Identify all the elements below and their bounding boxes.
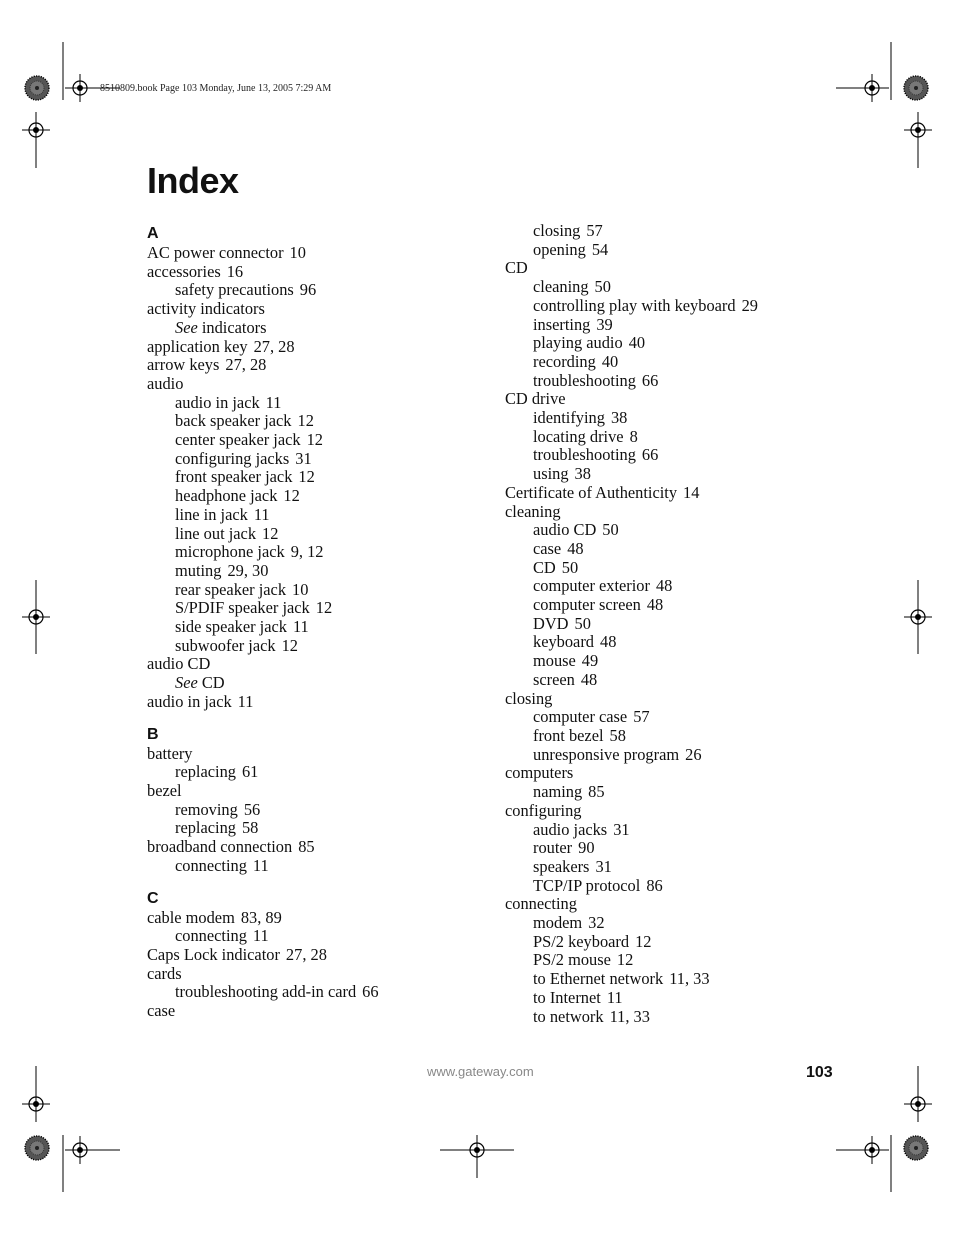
index-entry <box>505 484 885 503</box>
index-subentry <box>505 821 885 840</box>
index-term: cards <box>147 963 182 983</box>
index-entry <box>505 895 885 914</box>
index-page-refs: 16 <box>226 261 244 281</box>
index-page-refs: 57 <box>633 707 650 727</box>
index-term: CD drive <box>505 389 566 409</box>
index-page-refs: 83, 89 <box>240 907 282 927</box>
index-subentry <box>147 983 477 1002</box>
index-page-refs: 50 <box>602 520 619 540</box>
index-entry <box>147 838 477 857</box>
index-subentry <box>505 596 885 615</box>
index-page-refs: 48 <box>646 595 664 615</box>
index-entry <box>505 802 885 821</box>
index-term: line out jack <box>175 523 257 543</box>
index-subentry <box>147 394 477 413</box>
index-entry <box>147 655 477 674</box>
index-term: configuring <box>505 800 582 820</box>
index-entry <box>147 338 477 357</box>
index-term: troubleshooting <box>533 370 636 390</box>
index-term: cleaning <box>505 501 561 521</box>
index-term: computer exterior <box>533 576 650 596</box>
index-entry <box>147 263 477 282</box>
index-page-refs: 12 <box>635 931 652 951</box>
index-subentry <box>505 671 885 690</box>
index-page-refs: 96 <box>299 280 317 300</box>
index-page-refs: 12 <box>297 411 314 431</box>
index-page-refs: 48 <box>567 538 584 558</box>
index-term: router <box>533 838 573 858</box>
index-term: case <box>533 538 562 558</box>
index-subentry <box>505 989 885 1008</box>
index-term: replacing <box>175 762 236 782</box>
index-entry <box>147 965 477 984</box>
index-page-refs: 11 <box>252 926 269 946</box>
index-page-refs: 9, 12 <box>290 542 324 562</box>
index-entry <box>147 909 477 928</box>
index-page-refs: 32 <box>588 913 605 933</box>
index-subentry <box>505 933 885 952</box>
index-term: opening <box>533 239 586 259</box>
index-page-refs: 39 <box>596 314 613 334</box>
index-page-refs: 31 <box>613 819 630 839</box>
index-term: speakers <box>533 856 590 876</box>
index-subentry <box>147 487 477 506</box>
index-subentry <box>505 222 885 241</box>
index-entry <box>147 300 477 319</box>
index-entry <box>147 693 477 712</box>
index-page-refs: 86 <box>646 875 663 895</box>
index-page-refs: 11 <box>237 691 254 711</box>
index-entry <box>147 946 477 965</box>
index-subentry <box>147 801 477 820</box>
index-entry <box>147 375 477 394</box>
index-term: Certificate of Authenticity <box>505 482 678 502</box>
index-subentry <box>505 521 885 540</box>
index-term: front bezel <box>533 725 604 745</box>
index-subentry <box>147 763 477 782</box>
see-reference-label: See <box>175 317 198 337</box>
index-term: closing <box>505 688 553 708</box>
index-subentry <box>147 581 477 600</box>
index-page-refs: 11, 33 <box>609 1006 650 1026</box>
index-page-refs: 40 <box>601 351 619 371</box>
index-subentry <box>505 839 885 858</box>
index-page-refs: 58 <box>609 725 626 745</box>
index-page-refs: 56 <box>243 799 261 819</box>
index-term: mouse <box>533 651 576 671</box>
index-page-refs: 66 <box>641 370 659 390</box>
index-subentry <box>147 927 477 946</box>
index-entry <box>147 244 477 263</box>
index-column-right <box>505 222 885 1026</box>
index-page-refs: 29 <box>741 295 758 315</box>
index-subentry <box>505 1008 885 1027</box>
index-page-refs: 27, 28 <box>253 336 295 356</box>
index-subentry <box>147 281 477 300</box>
index-subentry <box>505 633 885 652</box>
index-page-refs: 85 <box>298 837 315 857</box>
index-term: connecting <box>175 855 247 875</box>
index-term: to Ethernet network <box>533 969 664 989</box>
page-title: Index <box>147 160 239 201</box>
index-subentry <box>147 857 477 876</box>
index-page-refs: 12 <box>616 950 634 970</box>
index-page-refs: 27, 28 <box>285 944 327 964</box>
index-term: cleaning <box>533 277 589 297</box>
index-page-refs: 11 <box>265 392 282 412</box>
index-subentry <box>505 278 885 297</box>
index-page-refs: 85 <box>588 782 605 802</box>
index-term: back speaker jack <box>175 411 292 431</box>
index-term: screen <box>533 669 575 689</box>
index-term: unresponsive program <box>533 744 680 764</box>
index-term: computer case <box>533 707 628 727</box>
index-page-refs: 11 <box>253 504 270 524</box>
index-page-refs: 8 <box>629 426 638 446</box>
index-entry <box>147 356 477 375</box>
index-entry <box>505 690 885 709</box>
index-subentry <box>505 465 885 484</box>
index-page-refs: 38 <box>574 464 591 484</box>
index-page-refs: 90 <box>578 838 595 858</box>
index-subentry <box>147 819 477 838</box>
index-subentry <box>147 618 477 637</box>
index-term: audio jacks <box>533 819 608 839</box>
index-term: connecting <box>175 926 247 946</box>
index-section-letter: C <box>147 889 159 907</box>
index-page-refs: 12 <box>283 486 300 506</box>
index-term: naming <box>533 782 583 802</box>
index-page-refs: 12 <box>281 635 298 655</box>
index-entry <box>147 782 477 801</box>
index-page-refs: 12 <box>315 598 333 618</box>
index-page-refs: 66 <box>362 982 379 1002</box>
index-page-refs: 38 <box>610 408 628 428</box>
index-entry <box>505 503 885 522</box>
index-section-letter: B <box>147 725 159 743</box>
index-column-left <box>147 224 477 1021</box>
index-term: PS/2 mouse <box>533 950 611 970</box>
index-subentry <box>505 914 885 933</box>
index-subentry <box>505 858 885 877</box>
index-page-refs: 58 <box>241 818 259 838</box>
index-term: modem <box>533 913 583 933</box>
index-term: side speaker jack <box>175 617 287 637</box>
index-subentry <box>147 637 477 656</box>
index-term: connecting <box>505 894 577 914</box>
index-page-refs: 48 <box>600 632 617 652</box>
index-page-refs: 31 <box>295 448 312 468</box>
index-term: audio <box>147 373 184 393</box>
index-term: removing <box>175 799 238 819</box>
index-subentry <box>147 431 477 450</box>
index-page-refs: 31 <box>595 856 612 876</box>
index-term: headphone jack <box>175 486 278 506</box>
index-term: audio CD <box>147 654 211 674</box>
index-page-refs: 49 <box>581 651 599 671</box>
index-term: DVD <box>533 613 569 633</box>
index-term: replacing <box>175 818 236 838</box>
index-subentry <box>505 559 885 578</box>
page-number: 103 <box>806 1064 833 1081</box>
index-subentry <box>505 334 885 353</box>
index-term: recording <box>533 351 596 371</box>
index-term: case <box>147 1001 176 1021</box>
index-page-refs: 11 <box>252 855 269 875</box>
index-term: CD <box>505 258 528 278</box>
index-term: PS/2 keyboard <box>533 931 630 951</box>
index-term: audio CD <box>533 520 597 540</box>
index-term: TCP/IP protocol <box>533 875 641 895</box>
index-page-refs: 50 <box>594 277 611 297</box>
index-term: battery <box>147 743 193 763</box>
index-term: closing <box>533 221 581 240</box>
index-term: controlling play with keyboard <box>533 295 736 315</box>
index-page-refs: 48 <box>580 669 598 689</box>
index-term: to Internet <box>533 987 601 1007</box>
index-term: center speaker jack <box>175 430 301 450</box>
index-term: computers <box>505 763 574 783</box>
index-subentry <box>505 877 885 896</box>
index-page-refs: 57 <box>586 221 603 240</box>
index-term: microphone jack <box>175 542 285 562</box>
index-subentry <box>505 409 885 428</box>
index-page-refs: 11 <box>606 987 623 1007</box>
index-subentry <box>147 562 477 581</box>
index-entry <box>147 1002 477 1021</box>
index-term: arrow keys <box>147 355 220 375</box>
index-term: indicators <box>201 317 267 337</box>
index-subentry <box>147 450 477 469</box>
index-term: audio in jack <box>175 392 260 412</box>
index-entry <box>147 745 477 764</box>
see-reference-label: See <box>175 673 198 693</box>
index-term: AC power connector <box>147 243 284 262</box>
index-term: playing audio <box>533 333 623 353</box>
index-page-refs: 11 <box>292 617 309 637</box>
index-subentry <box>505 708 885 727</box>
index-page-refs: 50 <box>561 557 579 577</box>
index-subentry <box>505 951 885 970</box>
index-subentry <box>147 506 477 525</box>
index-subentry <box>505 652 885 671</box>
index-term: identifying <box>533 408 605 428</box>
index-page-refs: 11, 33 <box>669 969 710 989</box>
index-page-refs: 29, 30 <box>227 560 269 580</box>
index-entry <box>505 390 885 409</box>
index-subentry <box>147 599 477 618</box>
index-subentry <box>147 319 477 338</box>
index-page-refs: 50 <box>574 613 591 633</box>
index-subentry <box>505 615 885 634</box>
index-subentry <box>505 783 885 802</box>
index-subentry <box>147 543 477 562</box>
index-page-refs: 12 <box>306 430 323 450</box>
index-entry <box>505 764 885 783</box>
index-term: application key <box>147 336 248 356</box>
index-term: subwoofer jack <box>175 635 276 655</box>
index-subentry <box>505 577 885 596</box>
index-term: computer screen <box>533 595 641 615</box>
index-subentry <box>505 428 885 447</box>
index-page-refs: 14 <box>683 482 700 502</box>
index-page-refs: 66 <box>641 445 659 465</box>
index-subentry <box>147 468 477 487</box>
index-term: bezel <box>147 780 182 800</box>
index-subentry <box>505 297 885 316</box>
index-term: activity indicators <box>147 299 265 319</box>
index-page-refs: 12 <box>298 467 315 487</box>
index-subentry <box>505 746 885 765</box>
index-term: broadband connection <box>147 837 293 857</box>
index-term: using <box>533 464 569 484</box>
index-subentry <box>505 316 885 335</box>
index-subentry <box>147 525 477 544</box>
index-subentry <box>505 241 885 260</box>
index-term: accessories <box>147 261 221 281</box>
print-slug: 8510809.book Page 103 Monday, June 13, 2005 7:29 AM <box>100 83 332 94</box>
index-page-refs: 12 <box>262 523 279 543</box>
index-subentry <box>505 372 885 391</box>
index-term: configuring jacks <box>175 448 290 468</box>
index-term: line in jack <box>175 504 248 524</box>
index-term: cable modem <box>147 907 235 927</box>
index-term: rear speaker jack <box>175 579 287 599</box>
index-subentry <box>147 412 477 431</box>
index-term: to network <box>533 1006 604 1026</box>
index-page-refs: 10 <box>292 579 309 599</box>
index-term: locating drive <box>533 426 624 446</box>
index-subentry <box>147 674 477 693</box>
index-term: inserting <box>533 314 591 334</box>
index-term: keyboard <box>533 632 594 652</box>
index-term: Caps Lock indicator <box>147 944 280 964</box>
index-term: safety precautions <box>175 280 294 300</box>
index-subentry <box>505 446 885 465</box>
index-term: S/PDIF speaker jack <box>175 598 310 618</box>
footer-url[interactable]: www.gateway.com <box>427 1064 534 1079</box>
index-term: audio in jack <box>147 691 232 711</box>
index-page-refs: 26 <box>685 744 702 764</box>
index-subentry <box>505 540 885 559</box>
index-subentry <box>505 727 885 746</box>
index-page-refs: 40 <box>628 333 646 353</box>
index-section-letter: A <box>147 225 159 242</box>
index-term: CD <box>201 673 225 693</box>
index-term: CD <box>533 557 556 577</box>
index-page-refs: 10 <box>289 243 306 262</box>
index-term: muting <box>175 560 222 580</box>
index-page-refs: 48 <box>655 576 673 596</box>
index-page-refs: 54 <box>591 239 609 259</box>
index-entry <box>505 259 885 278</box>
index-term: troubleshooting add-in card <box>175 982 357 1002</box>
index-subentry <box>505 353 885 372</box>
index-page-refs: 27, 28 <box>225 355 267 375</box>
index-page-refs: 61 <box>241 762 259 782</box>
index-term: troubleshooting <box>533 445 636 465</box>
index-subentry <box>505 970 885 989</box>
index-term: front speaker jack <box>175 467 293 487</box>
